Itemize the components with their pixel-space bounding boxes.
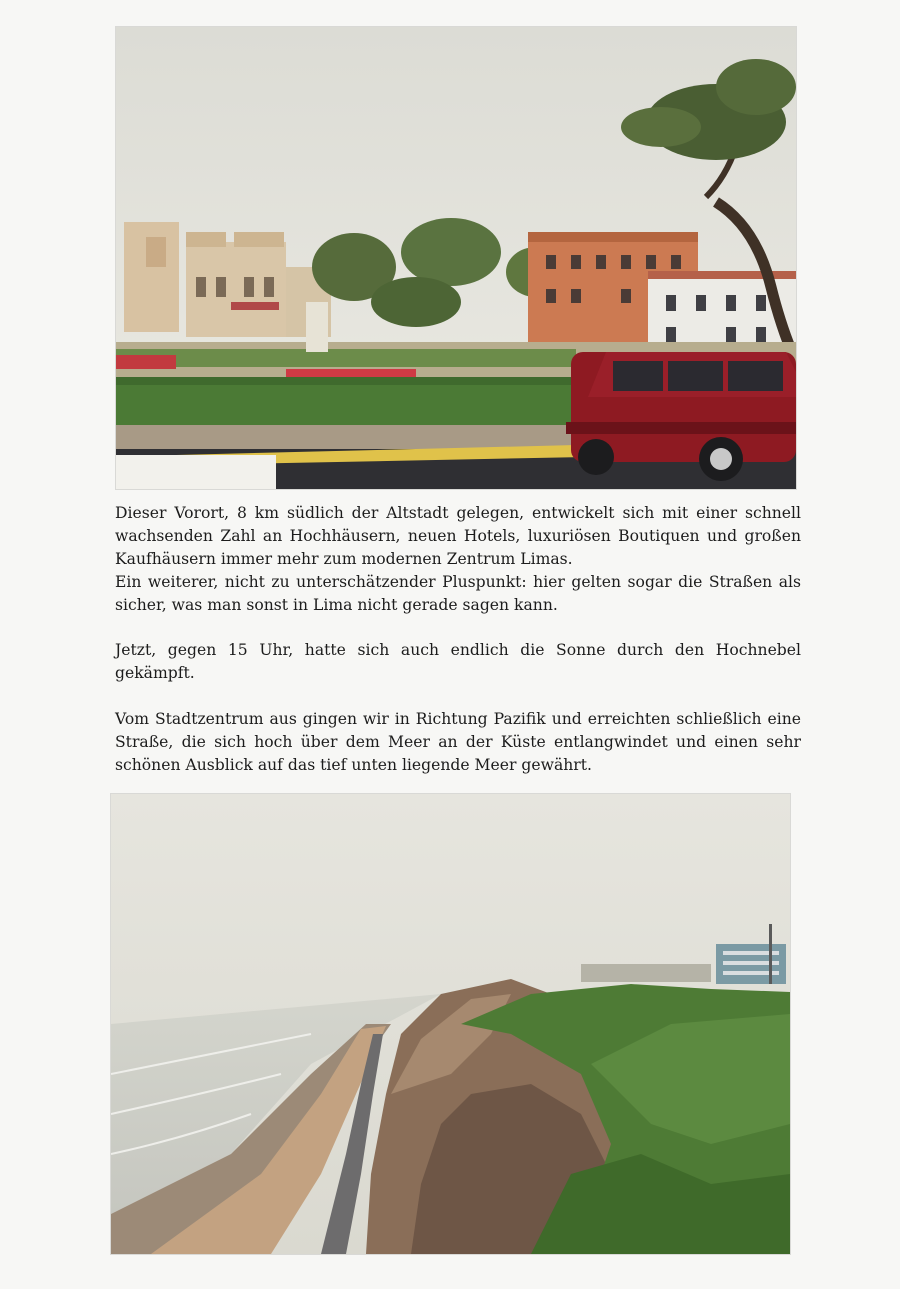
coast-paragraph xyxy=(115,708,801,777)
coast-cliff-photo xyxy=(111,794,790,1254)
paragraph-coast: Vom Stadtzentrum aus gingen wir in Richtung Pazifik und erreichten schließlich eine Straße, die sich hoch über dem Meer an der Küste entlangwindet und einen sehr schönen Ausblick auf das tief unten liegende Meer gewährt. xyxy=(115,710,801,774)
intro-paragraph xyxy=(115,502,801,617)
sun-paragraph xyxy=(115,639,801,685)
coast-cliff-image xyxy=(111,794,790,1254)
paragraph-safety: Ein weiterer, nicht zu unterschätzender Pluspunkt: hier gelten sogar die Straßen als sicher, was man sonst in Lima nicht gerade sagen kann. xyxy=(115,573,801,614)
paragraph-sun: Jetzt, gegen 15 Uhr, hatte sich auch endlich die Sonne durch den Hochnebel gekämpft. xyxy=(115,641,801,682)
street-scene-image xyxy=(116,27,796,489)
paragraph-suburb: Dieser Vorort, 8 km südlich der Altstadt gelegen, entwickelt sich mit einer schnell wachsenden Zahl an Hochhäusern, neuen Hotels, luxuriösen Boutiquen und großen Kaufhäusern immer mehr zum modernen Zentrum Limas. xyxy=(115,504,801,568)
street-scene-photo xyxy=(116,27,796,489)
